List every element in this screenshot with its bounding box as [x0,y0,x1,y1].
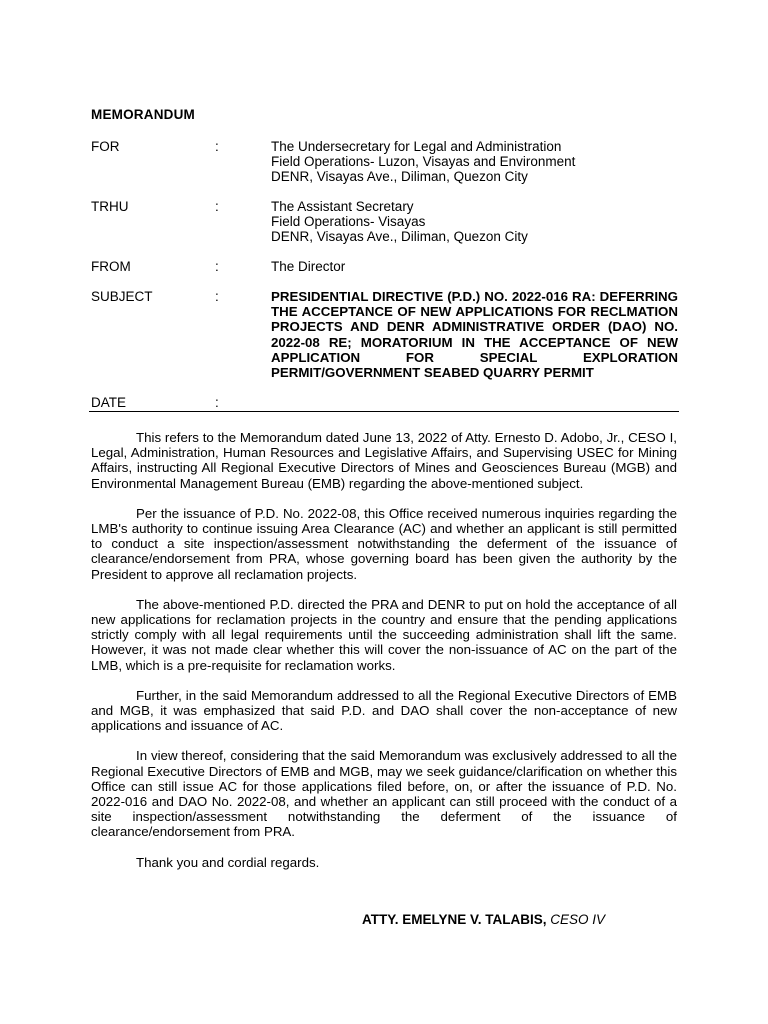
for-line: The Undersecretary for Legal and Administration [271,139,562,154]
subject-colon: : [215,289,219,304]
from-value: The Director [271,259,346,274]
body-paragraph: Further, in the said Memorandum addressed to all the Regional Executive Directors of EMB and MGB, it was emphasized that said P.D. and DAO shall cover the non-acceptance of new applications and issuance of AC. [91,687,677,734]
for-line: Field Operations- Luzon, Visayas and Environment [271,154,576,170]
subject-value: PRESIDENTIAL DIRECTIVE (P.D.) NO. 2022-016 RA: DEFERRING THE ACCEPTANCE OF NEW APPLICATIONS FOR RECLMATION PROJECTS AND DENR ADMINISTRATIVE ORDER (DAO) NO. 2022-08 RE; MORATORIUM IN THE ACCEPTANCE OF NEW APPLICATION FOR SPECIAL EXPLORATION PERMIT/GOVERNMENT SEABED QUARRY PERMIT [271,289,678,381]
thru-value [271,199,677,245]
thru-line: DENR, Visayas Ave., Diliman, Quezon City [271,229,528,245]
from-colon: : [215,259,219,274]
memo-title: MEMORANDUM [91,107,195,122]
date-label: DATE [91,395,127,410]
thru-label: TRHU [91,199,129,214]
signature-block [362,912,605,927]
header-divider [89,411,679,412]
from-label: FROM [91,259,131,274]
body-paragraph: Per the issuance of P.D. No. 2022-08, this Office received numerous inquiries regarding the LMB's authority to continue issuing Area Clearance (AC) and whether an applicant is still permitted to conduct a site inspection/assessment notwithstanding the deferment of the issuance of clearance/endorsement from PRA, whose governing board has been given the authority by the President to approve all reclamation projects. [91,505,677,582]
subject-label: SUBJECT [91,289,153,304]
signatory-name: ATTY. EMELYNE V. TALABIS, [362,912,547,927]
body-paragraph: This refers to the Memorandum dated June 13, 2022 of Atty. Ernesto D. Adobo, Jr., CESO I, Legal, Administration, Human Resources and Legislative Affairs, and Supervising USEC for Mining Affairs, instructing All Regional Executive Directors of Mines and Geosciences Bureau (MGB) and Environmental Management Bureau (EMB) regarding the above-mentioned subject. [91,430,677,491]
thru-line: The Assistant Secretary [271,199,414,214]
for-value [271,139,677,185]
memo-body [91,430,677,870]
for-colon: : [215,139,219,154]
date-colon: : [215,395,219,410]
thru-colon: : [215,199,219,214]
for-label: FOR [91,139,120,154]
body-paragraph: The above-mentioned P.D. directed the PRA and DENR to put on hold the acceptance of all new applications for reclamation projects in the country and ensure that the pending applications strictly comply with all legal requirements until the succeeding administration shall lift the same. However, it was not made clear whether this will cover the non-issuance of AC on the part of the LMB, which is a pre-requisite for reclamation works. [91,596,677,673]
for-line: DENR, Visayas Ave., Diliman, Quezon City [271,169,528,185]
body-paragraph: In view thereof, considering that the said Memorandum was exclusively addressed to all the Regional Executive Directors of EMB and MGB, may we seek guidance/clarification on whether this Office can still issue AC for those applications filed before, on, or after the issuance of P.D. No. 2022-016 and DAO No. 2022-08, and whether an applicant can still proceed with the conduct of a site inspection/assessment notwithstanding the deferment of the issuance of clearance/endorsement from PRA. [91,748,677,840]
thru-line: Field Operations- Visayas [271,214,426,230]
signatory-title: CESO IV [550,912,606,927]
closing-line: Thank you and cordial regards. [136,854,320,870]
